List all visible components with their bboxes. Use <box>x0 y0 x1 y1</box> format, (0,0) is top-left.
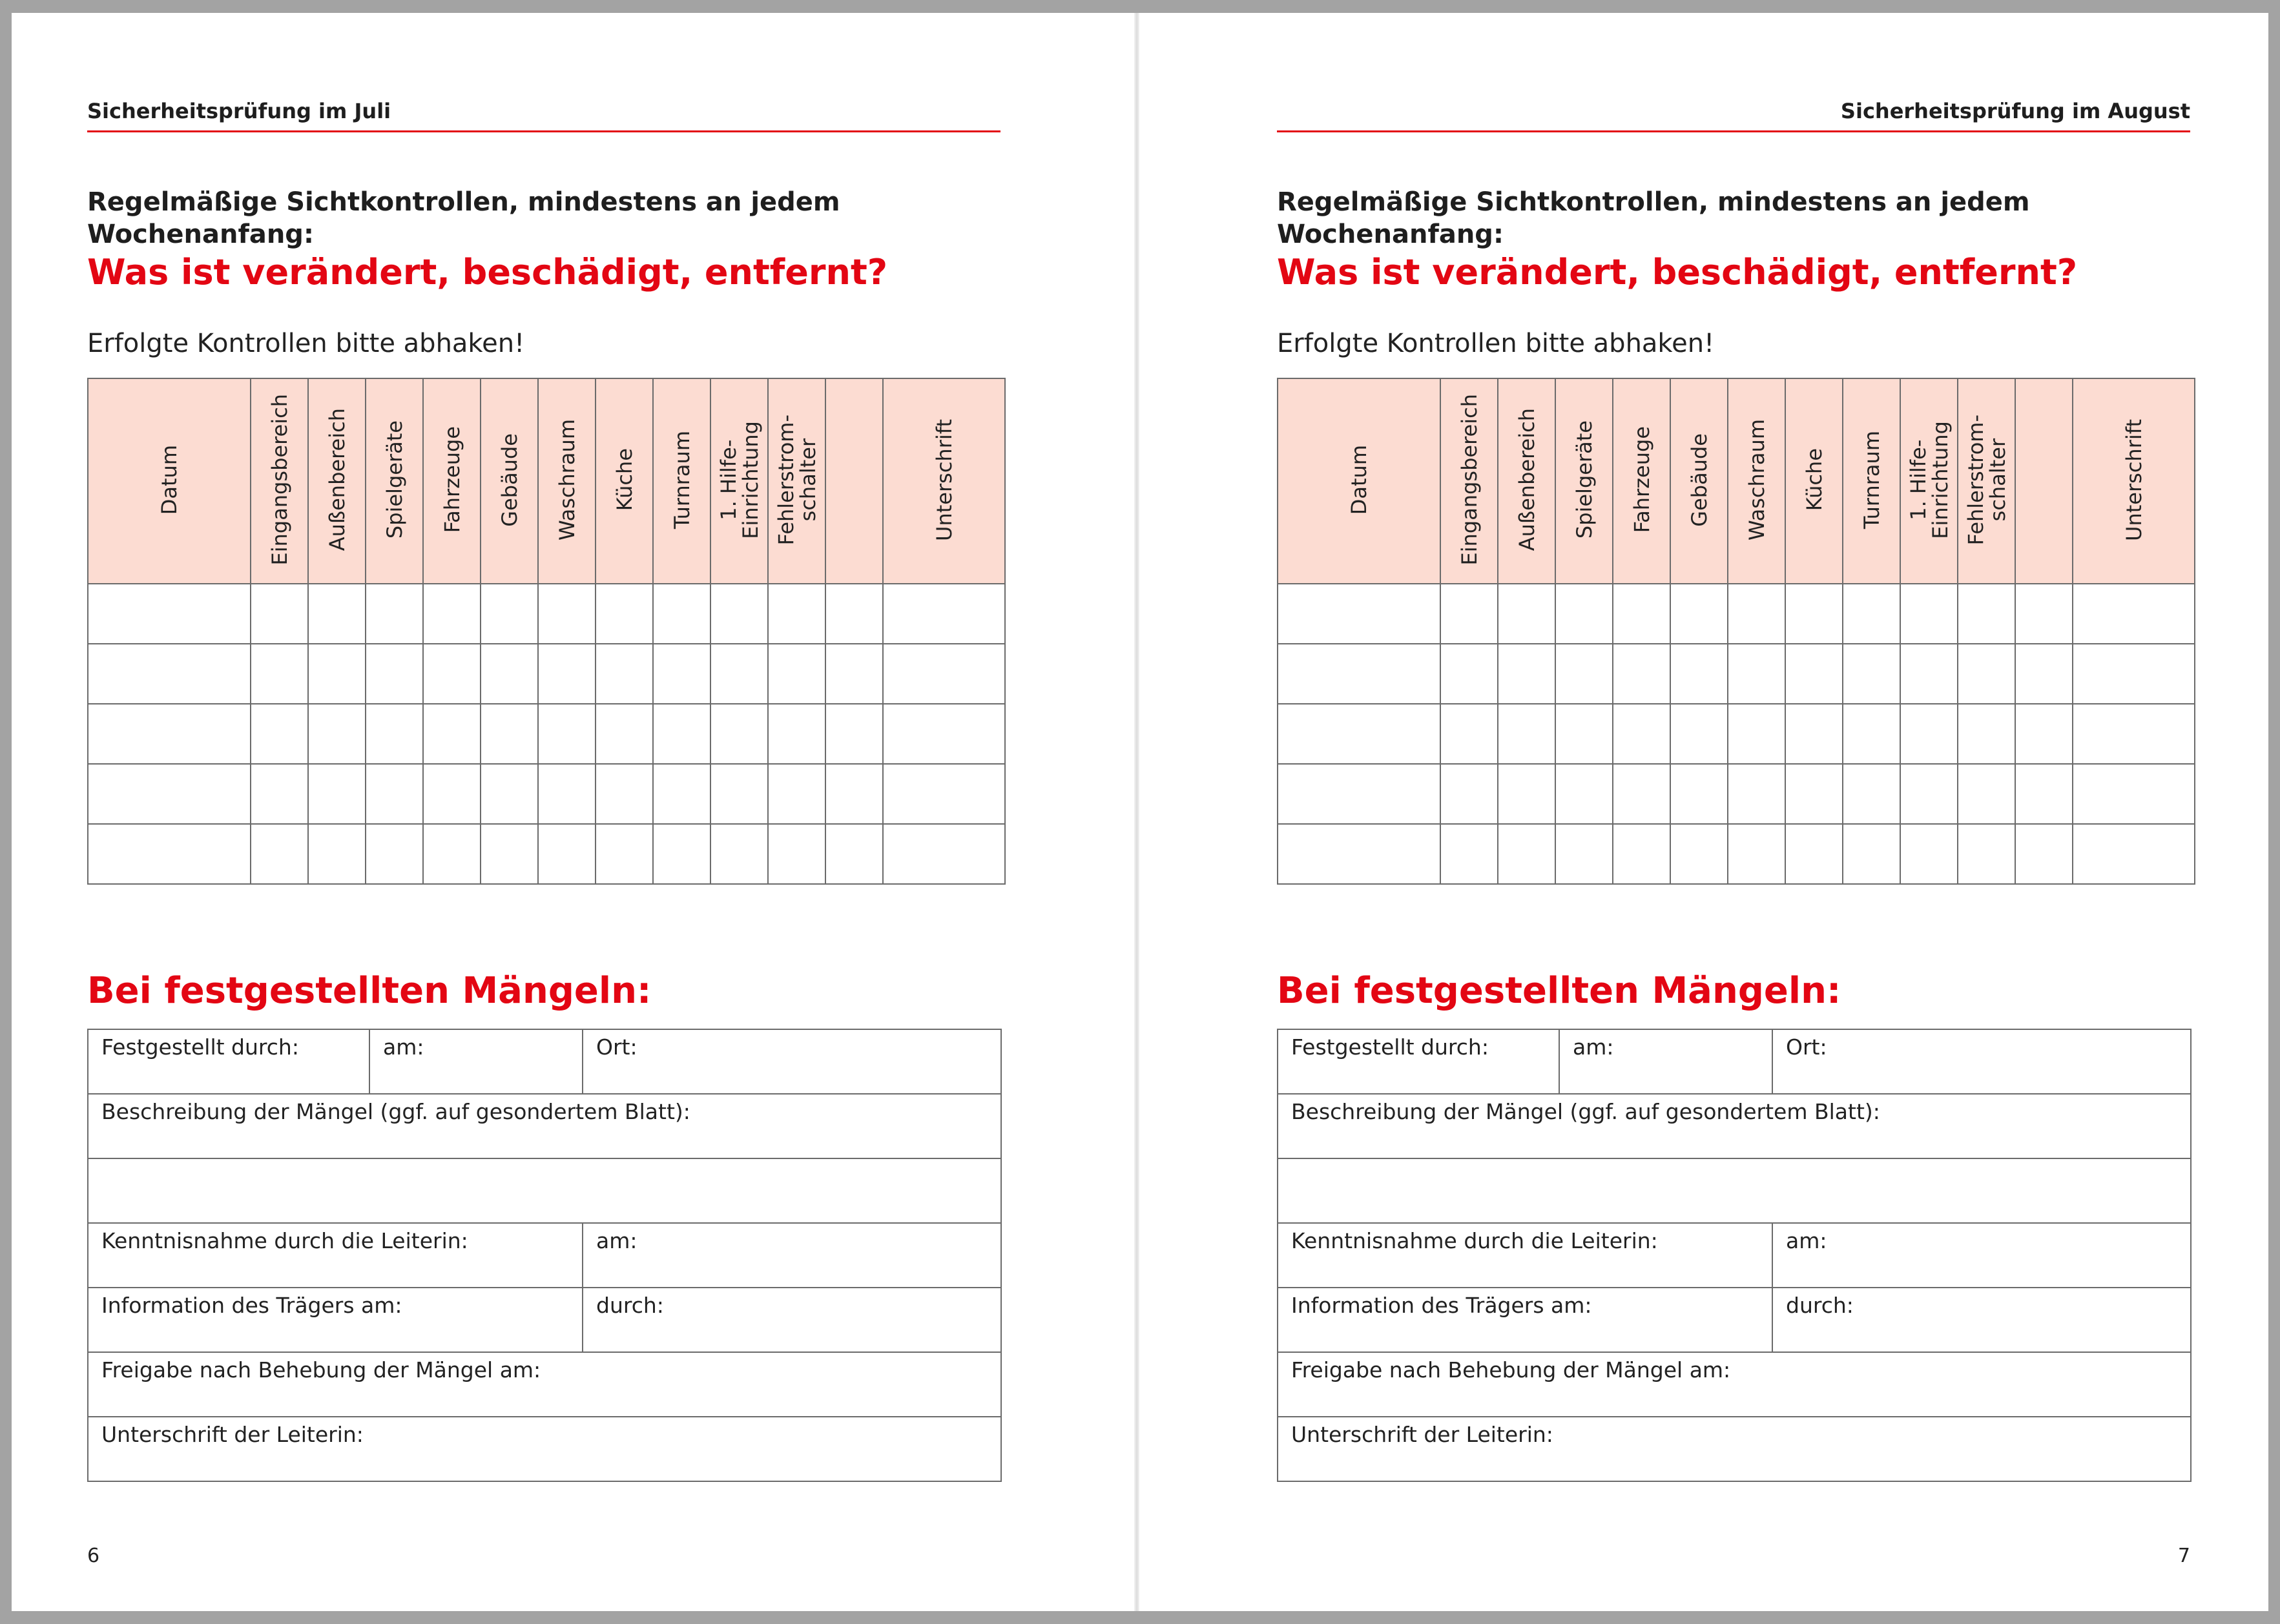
column-header <box>308 378 366 584</box>
check-cell[interactable] <box>481 764 538 824</box>
running-head: Sicherheitsprüfung im August <box>1277 98 2190 132</box>
carrier-by-label: durch: <box>1786 1293 1854 1318</box>
check-cell[interactable] <box>481 584 538 644</box>
check-cell[interactable] <box>1785 764 1843 824</box>
check-cell[interactable] <box>88 644 251 704</box>
acknowledged-on-label: am: <box>596 1228 637 1253</box>
column-header <box>1278 378 1440 584</box>
check-cell[interactable] <box>1843 824 1900 884</box>
check-cell[interactable] <box>653 584 710 644</box>
column-header-label: Fehlerstrom- schalter <box>773 414 820 546</box>
check-cell[interactable] <box>1728 644 1785 704</box>
column-header-label: Fahrzeuge <box>1629 426 1654 533</box>
acknowledged-by-field[interactable] <box>88 1223 583 1288</box>
column-header-label: Außenbereich <box>324 408 349 551</box>
release-label: Freigabe nach Behebung der Mängel am: <box>1291 1357 1731 1382</box>
column-header-label: Datum <box>157 444 181 515</box>
check-cell[interactable] <box>1278 824 1440 884</box>
column-header-label: Fehlerstrom- schalter <box>1963 414 2010 546</box>
column-header <box>366 378 423 584</box>
column-header <box>1555 378 1613 584</box>
check-cell[interactable] <box>1440 644 1498 704</box>
found-by-label: Festgestellt durch: <box>1291 1034 1489 1060</box>
column-header <box>1498 378 1555 584</box>
check-cell[interactable] <box>538 824 596 884</box>
inspection-row <box>88 704 1005 764</box>
column-header-label: Gebäude <box>497 433 522 527</box>
column-header-label: Waschraum <box>1744 419 1769 540</box>
check-cell[interactable] <box>1555 644 1613 704</box>
carrier-info-field[interactable] <box>1278 1288 1772 1352</box>
acknowledged-on-field[interactable] <box>583 1223 1001 1288</box>
check-cell[interactable] <box>2015 764 2073 824</box>
check-cell[interactable] <box>88 584 251 644</box>
check-cell[interactable] <box>2073 584 2195 644</box>
page-number: 6 <box>87 1545 100 1567</box>
acknowledged-by-label: Kenntnisnahme durch die Leiterin: <box>101 1228 468 1253</box>
check-cell[interactable] <box>1498 764 1555 824</box>
found-on-field[interactable] <box>1559 1029 1772 1094</box>
question-heading: Was ist verändert, beschädigt, entfernt? <box>1277 252 2078 293</box>
check-cell[interactable] <box>1843 644 1900 704</box>
inspection-row <box>1278 644 2195 704</box>
found-on-label: am: <box>1573 1034 1614 1060</box>
check-cell[interactable] <box>1958 824 2015 884</box>
check-cell[interactable] <box>1670 584 1728 644</box>
check-cell[interactable] <box>423 764 481 824</box>
check-cell[interactable] <box>1613 824 1670 884</box>
check-cell[interactable] <box>2015 644 2073 704</box>
check-cell[interactable] <box>1278 704 1440 764</box>
column-header-label: Datum <box>1347 444 1371 515</box>
column-header <box>538 378 596 584</box>
check-cell[interactable] <box>596 584 653 644</box>
intro-text: Regelmäßige Sichtkontrollen, mindestens an jedem Wochenanfang: <box>87 187 840 249</box>
release-field[interactable] <box>88 1352 1001 1417</box>
check-cell[interactable] <box>251 764 308 824</box>
inspection-header-row <box>1278 378 2195 584</box>
column-header <box>1958 378 2015 584</box>
check-cell[interactable] <box>710 584 768 644</box>
column-header-label: 1. Hilfe- Einrichtung <box>716 420 763 539</box>
defects-form <box>1277 1029 2192 1482</box>
check-cell[interactable] <box>768 704 825 764</box>
check-cell[interactable] <box>366 704 423 764</box>
check-cell[interactable] <box>1785 584 1843 644</box>
check-cell[interactable] <box>2015 704 2073 764</box>
column-header-label: Eingangsbereich <box>1456 394 1482 566</box>
column-header-label: Fahrzeuge <box>439 426 464 533</box>
check-cell[interactable] <box>1555 704 1613 764</box>
found-by-label: Festgestellt durch: <box>101 1034 299 1060</box>
check-cell[interactable] <box>710 764 768 824</box>
check-cell[interactable] <box>2073 704 2195 764</box>
check-cell[interactable] <box>825 704 883 764</box>
check-cell[interactable] <box>366 824 423 884</box>
column-header-label: Unterschrift <box>2121 418 2146 541</box>
check-cell[interactable] <box>88 704 251 764</box>
check-cell[interactable] <box>251 584 308 644</box>
check-cell[interactable] <box>596 824 653 884</box>
check-cell[interactable] <box>251 704 308 764</box>
location-field[interactable] <box>583 1029 1001 1094</box>
check-cell[interactable] <box>1728 584 1785 644</box>
check-cell[interactable] <box>1843 704 1900 764</box>
check-cell[interactable] <box>366 764 423 824</box>
column-header-label: Gebäude <box>1686 433 1712 527</box>
check-cell[interactable] <box>538 644 596 704</box>
check-cell[interactable] <box>1958 764 2015 824</box>
check-cell[interactable] <box>768 584 825 644</box>
release-label: Freigabe nach Behebung der Mängel am: <box>101 1357 541 1382</box>
check-cell[interactable] <box>883 584 1005 644</box>
check-cell[interactable] <box>538 764 596 824</box>
page-right <box>1277 13 2190 1611</box>
check-cell[interactable] <box>710 644 768 704</box>
check-cell[interactable] <box>1843 584 1900 644</box>
hint-text: Erfolgte Kontrollen bitte abhaken! <box>1277 329 1715 358</box>
carrier-info-field[interactable] <box>88 1288 583 1352</box>
hint-text: Erfolgte Kontrollen bitte abhaken! <box>87 329 525 358</box>
description-label-cell <box>1278 1094 2191 1158</box>
description-label: Beschreibung der Mängel (ggf. auf gesondertem Blatt): <box>101 1099 690 1124</box>
inspection-row <box>1278 584 2195 644</box>
running-head: Sicherheitsprüfung im Juli <box>87 98 1000 132</box>
inspection-header-row <box>88 378 1005 584</box>
page-left <box>87 13 1000 1611</box>
check-cell[interactable] <box>1613 764 1670 824</box>
inspection-row <box>1278 704 2195 764</box>
column-header-label: Unterschrift <box>931 418 957 541</box>
check-cell[interactable] <box>1670 764 1728 824</box>
location-label: Ort: <box>1786 1034 1827 1060</box>
check-cell[interactable] <box>825 644 883 704</box>
column-header <box>251 378 308 584</box>
check-cell[interactable] <box>308 764 366 824</box>
carrier-info-label: Information des Trägers am: <box>101 1293 402 1318</box>
check-cell[interactable] <box>1555 764 1613 824</box>
check-cell[interactable] <box>88 764 251 824</box>
check-cell[interactable] <box>1785 644 1843 704</box>
inspection-row <box>88 644 1005 704</box>
release-field[interactable] <box>1278 1352 2191 1417</box>
check-cell[interactable] <box>883 644 1005 704</box>
check-cell[interactable] <box>1498 584 1555 644</box>
check-cell[interactable] <box>423 584 481 644</box>
check-cell[interactable] <box>768 824 825 884</box>
column-header <box>2015 378 2073 584</box>
inspection-row <box>88 824 1005 884</box>
column-header <box>423 378 481 584</box>
column-header <box>1670 378 1728 584</box>
check-cell[interactable] <box>538 704 596 764</box>
column-header-label: Turnraum <box>669 430 694 529</box>
check-cell[interactable] <box>1498 644 1555 704</box>
check-cell[interactable] <box>481 644 538 704</box>
column-header <box>883 378 1005 584</box>
signature-field[interactable] <box>88 1417 1001 1481</box>
column-header <box>1900 378 1958 584</box>
check-cell[interactable] <box>883 704 1005 764</box>
check-cell[interactable] <box>1900 644 1958 704</box>
check-cell[interactable] <box>710 824 768 884</box>
question-heading: Was ist verändert, beschädigt, entfernt? <box>87 252 888 293</box>
check-cell[interactable] <box>1278 644 1440 704</box>
found-on-field[interactable] <box>369 1029 583 1094</box>
column-header-label: Küche <box>1801 448 1827 511</box>
check-cell[interactable] <box>1440 584 1498 644</box>
check-cell[interactable] <box>481 824 538 884</box>
check-cell[interactable] <box>2015 584 2073 644</box>
check-cell[interactable] <box>596 704 653 764</box>
check-cell[interactable] <box>653 824 710 884</box>
carrier-by-field[interactable] <box>1772 1288 2191 1352</box>
inspection-table <box>1277 378 2195 885</box>
carrier-by-label: durch: <box>596 1293 664 1318</box>
check-cell[interactable] <box>423 644 481 704</box>
column-header <box>825 378 883 584</box>
column-header-label: Waschraum <box>554 419 579 540</box>
check-cell[interactable] <box>251 644 308 704</box>
check-cell[interactable] <box>1278 584 1440 644</box>
check-cell[interactable] <box>2073 764 2195 824</box>
column-header <box>768 378 825 584</box>
column-header <box>88 378 251 584</box>
description-field[interactable] <box>88 1158 1001 1223</box>
check-cell[interactable] <box>1440 824 1498 884</box>
check-cell[interactable] <box>825 584 883 644</box>
check-cell[interactable] <box>423 704 481 764</box>
check-cell[interactable] <box>1785 704 1843 764</box>
inspection-row <box>1278 824 2195 884</box>
signature-label: Unterschrift der Leiterin: <box>101 1422 364 1447</box>
inspection-row <box>88 764 1005 824</box>
column-header <box>2073 378 2195 584</box>
found-by-field[interactable] <box>88 1029 369 1094</box>
check-cell[interactable] <box>1278 764 1440 824</box>
check-cell[interactable] <box>308 584 366 644</box>
check-cell[interactable] <box>596 764 653 824</box>
found-by-field[interactable] <box>1278 1029 1559 1094</box>
check-cell[interactable] <box>251 824 308 884</box>
check-cell[interactable] <box>596 644 653 704</box>
signature-field[interactable] <box>1278 1417 2191 1481</box>
column-header-label: Küche <box>612 448 637 511</box>
description-label: Beschreibung der Mängel (ggf. auf gesondertem Blatt): <box>1291 1099 1880 1124</box>
check-cell[interactable] <box>1958 584 2015 644</box>
check-cell[interactable] <box>308 704 366 764</box>
check-cell[interactable] <box>1728 704 1785 764</box>
check-cell[interactable] <box>308 824 366 884</box>
check-cell[interactable] <box>768 764 825 824</box>
check-cell[interactable] <box>825 824 883 884</box>
check-cell[interactable] <box>710 704 768 764</box>
check-cell[interactable] <box>1900 584 1958 644</box>
column-header-label: Spielgeräte <box>1571 420 1597 539</box>
location-label: Ort: <box>596 1034 637 1060</box>
carrier-info-label: Information des Trägers am: <box>1291 1293 1592 1318</box>
check-cell[interactable] <box>308 644 366 704</box>
check-cell[interactable] <box>366 584 423 644</box>
carrier-by-field[interactable] <box>583 1288 1001 1352</box>
acknowledged-on-field[interactable] <box>1772 1223 2191 1288</box>
check-cell[interactable] <box>1958 704 2015 764</box>
check-cell[interactable] <box>1613 584 1670 644</box>
check-cell[interactable] <box>1555 584 1613 644</box>
check-cell[interactable] <box>2073 644 2195 704</box>
check-cell[interactable] <box>1555 824 1613 884</box>
check-cell[interactable] <box>1670 824 1728 884</box>
check-cell[interactable] <box>1728 764 1785 824</box>
column-header-label: Eingangsbereich <box>267 394 292 566</box>
column-header-label: Turnraum <box>1859 430 1884 529</box>
check-cell[interactable] <box>2073 824 2195 884</box>
check-cell[interactable] <box>1900 704 1958 764</box>
acknowledged-by-field[interactable] <box>1278 1223 1772 1288</box>
check-cell[interactable] <box>538 584 596 644</box>
column-header <box>481 378 538 584</box>
check-cell[interactable] <box>883 824 1005 884</box>
acknowledged-on-label: am: <box>1786 1228 1827 1253</box>
column-header <box>710 378 768 584</box>
column-header <box>596 378 653 584</box>
column-header-label: Spielgeräte <box>382 420 407 539</box>
check-cell[interactable] <box>768 644 825 704</box>
check-cell[interactable] <box>1670 704 1728 764</box>
description-label-cell <box>88 1094 1001 1158</box>
check-cell[interactable] <box>481 704 538 764</box>
column-header-label: 1. Hilfe- Einrichtung <box>1905 420 1953 539</box>
check-cell[interactable] <box>653 704 710 764</box>
column-header <box>1843 378 1900 584</box>
page-gutter <box>1134 13 1139 1611</box>
book-spread <box>12 13 2268 1611</box>
check-cell[interactable] <box>1440 764 1498 824</box>
check-cell[interactable] <box>1498 704 1555 764</box>
check-cell[interactable] <box>1958 644 2015 704</box>
defects-heading: Bei festgestellten Mängeln: <box>1277 970 1841 1012</box>
check-cell[interactable] <box>1613 704 1670 764</box>
found-on-label: am: <box>383 1034 424 1060</box>
check-cell[interactable] <box>883 764 1005 824</box>
check-cell[interactable] <box>1900 764 1958 824</box>
check-cell[interactable] <box>1498 824 1555 884</box>
check-cell[interactable] <box>423 824 481 884</box>
check-cell[interactable] <box>366 644 423 704</box>
check-cell[interactable] <box>653 644 710 704</box>
inspection-row <box>88 584 1005 644</box>
inspection-row <box>1278 764 2195 824</box>
check-cell[interactable] <box>1440 704 1498 764</box>
defects-heading: Bei festgestellten Mängeln: <box>87 970 652 1012</box>
column-header <box>1728 378 1785 584</box>
check-cell[interactable] <box>1613 644 1670 704</box>
defects-form <box>87 1029 1002 1482</box>
signature-label: Unterschrift der Leiterin: <box>1291 1422 1553 1447</box>
column-header <box>1613 378 1670 584</box>
location-field[interactable] <box>1772 1029 2191 1094</box>
check-cell[interactable] <box>825 764 883 824</box>
column-header <box>653 378 710 584</box>
check-cell[interactable] <box>653 764 710 824</box>
check-cell[interactable] <box>1670 644 1728 704</box>
check-cell[interactable] <box>1900 824 1958 884</box>
check-cell[interactable] <box>1843 764 1900 824</box>
page-number: 7 <box>2177 1545 2190 1567</box>
column-header <box>1785 378 1843 584</box>
check-cell[interactable] <box>1728 824 1785 884</box>
description-field[interactable] <box>1278 1158 2191 1223</box>
acknowledged-by-label: Kenntnisnahme durch die Leiterin: <box>1291 1228 1658 1253</box>
check-cell[interactable] <box>2015 824 2073 884</box>
check-cell[interactable] <box>1785 824 1843 884</box>
check-cell[interactable] <box>88 824 251 884</box>
intro-text: Regelmäßige Sichtkontrollen, mindestens an jedem Wochenanfang: <box>1277 187 2030 249</box>
column-header <box>1440 378 1498 584</box>
inspection-table <box>87 378 1006 885</box>
column-header-label: Außenbereich <box>1514 408 1539 551</box>
